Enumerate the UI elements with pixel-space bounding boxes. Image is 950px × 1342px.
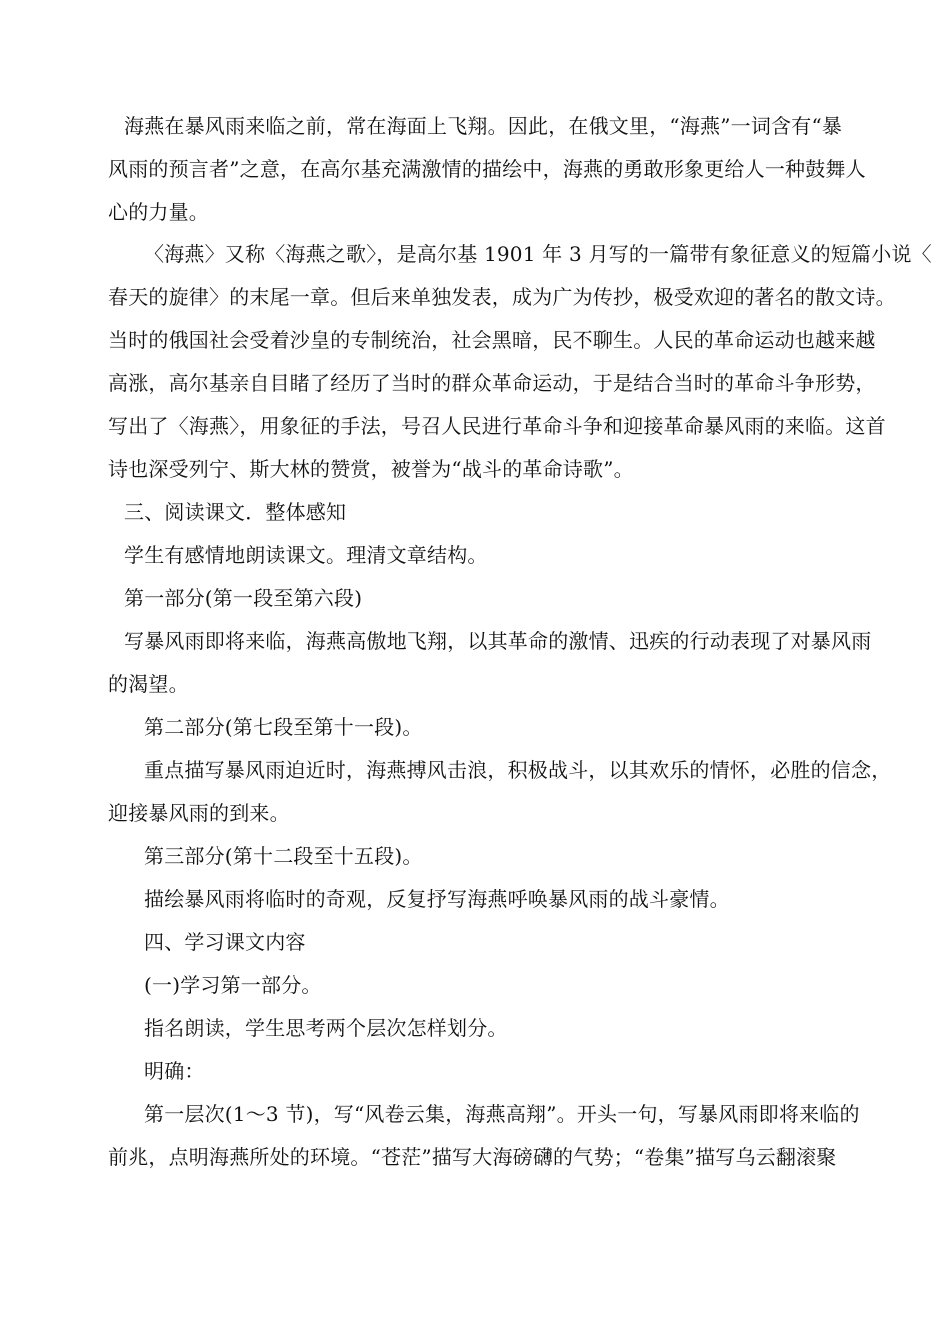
text-line: 指名朗读，学生思考两个层次怎样划分。 (144, 1016, 508, 1040)
subsection-heading: (一)学习第一部分。 (144, 973, 322, 997)
text-line: 描绘暴风雨将临时的奇观，反复抒写海燕呼唤暴风雨的战斗豪情。 (144, 887, 730, 911)
text-line: 写暴风雨即将来临，海燕高傲地飞翔，以其革命的激情、迅疾的行动表现了对暴风雨 (124, 629, 872, 653)
text-line: 高涨，高尔基亲自目睹了经历了当时的群众革命运动，于是结合当时的革命斗争形势， (108, 371, 876, 395)
text-line: 重点描写暴风雨迫近时，海燕搏风击浪，积极战斗，以其欢乐的情怀，必胜的信念， (144, 758, 892, 782)
section-heading: 三、阅读课文．整体感知 (124, 500, 347, 524)
text-line: 第一层次(1～3 节)，写“风卷云集，海燕高翔”。开头一句，写暴风雨即将来临的 (144, 1102, 860, 1126)
text-line: 前兆，点明海燕所处的环境。“苍茫”描写大海磅礴的气势；“卷集”描写乌云翻滚聚 (108, 1145, 837, 1169)
text-line: 诗也深受列宁、斯大林的赞赏，被誉为“战斗的革命诗歌”。 (108, 457, 634, 481)
text-line: 〈海燕〉又称〈海燕之歌〉，是高尔基 1901 年 3 月写的一篇带有象征意义的短篇小说〈 (144, 242, 932, 266)
text-line: 明确： (144, 1059, 205, 1083)
text-line: 心的力量。 (108, 200, 209, 224)
text-line: 风雨的预言者”之意，在高尔基充满激情的描绘中，海燕的勇敢形象更给人一种鼓舞人 (108, 157, 866, 181)
section-heading: 四、学习课文内容 (144, 930, 306, 954)
text-line: 第三部分(第十二段至十五段)。 (144, 844, 423, 868)
text-line: 迎接暴风雨的到来。 (108, 801, 290, 825)
text-line: 春天的旋律〉的末尾一章。但后来单独发表，成为广为传抄，极受欢迎的著名的散文诗。 (108, 285, 896, 309)
text-line: 写出了〈海燕〉，用象征的手法，号召人民进行革命斗争和迎接革命暴风雨的来临。这首 (108, 414, 886, 438)
text-line: 第一部分(第一段至第六段) (124, 586, 363, 610)
text-line: 海燕在暴风雨来临之前，常在海面上飞翔。因此，在俄文里，“海燕”一词含有“暴 (124, 114, 843, 138)
text-line: 学生有感情地朗读课文。理清文章结构。 (124, 543, 488, 567)
text-line: 第二部分(第七段至第十一段)。 (144, 715, 423, 739)
text-line: 的渴望。 (108, 672, 189, 696)
text-line: 当时的俄国社会受着沙皇的专制统治，社会黑暗，民不聊生。人民的革命运动也越来越 (108, 328, 876, 352)
